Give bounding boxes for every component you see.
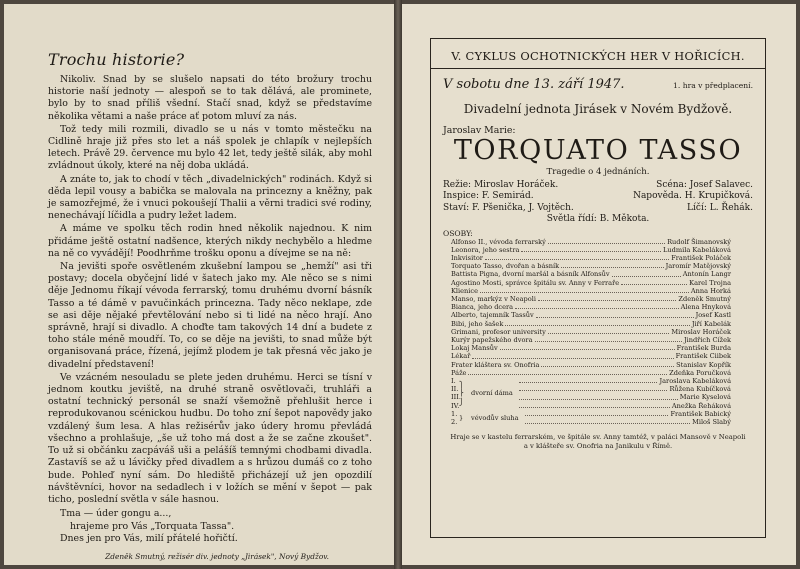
cast-actor: Marie Kyselová	[679, 393, 731, 402]
cast-actor: Alena Hnyková	[680, 303, 731, 312]
history-paragraph: Ve vzácném nesouladu se plete jeden druhému. Herci se tísní v jednom koutku jeviště, na druhé straně osvětlovači, truhláři a ostatní technický personál se snaží všemožně přehlušit herce i reprodukovanou scénickou hudbu. Do toho zní šepot napovědy jako vzdálený šum lesa. A hlas režisérův jako údery hromu převládá všechno a prohlašuje, „še už toho má dost a že se začne zkoušet". To už si občánku zacpáváš uši a pelášíš temnými chodbami divadla. Zastavíš se až u lávičky před divadlem a s hrůzou dumáš co z toho bude. Pohleď nyní sám. Do hlediště přicházejí už jen opozdilí návštěvníci, hovor na sedadlech i v ložích se mění v šepot — pak ticho, poslední světla v sále hasnou.	[48, 371, 372, 505]
closing-line: Dnes jen pro Vás, milí přátelé hořičtí.	[60, 532, 238, 544]
history-paragraph: A znáte to, jak to chodí v těch „divadelnických" rodinách. Když si děda lepil vousy a babička se malovala na princezny a kněžny, pak je samozřejmé, že i vnuci pokoušejí Thalii a věrni tradici své rodiny, nenechávají líčidla a pudry ležet ladem.	[48, 173, 372, 222]
cast-role: Alberto, tajemník Tassův	[451, 311, 534, 320]
leader-dots	[536, 317, 694, 318]
setting-line: a v klášteře sv. Onofria na Janikulu v Římě.	[523, 441, 673, 450]
right-page	[402, 4, 796, 565]
play-title: TORQUATO TASSO	[453, 135, 743, 166]
setting-note	[443, 433, 753, 450]
history-paragraph: Nikoliv. Snad by se slušelo napsati do této brožury trochu historie naší jednoty — alespoň se to tak dělává, ale prominete, bylo by to snad příliš všední. Stačí snad, když se představíme několika větami a naše práce ať potom mluví za nás.	[48, 74, 372, 122]
cast-actor: Ludmila Kabeláková	[663, 245, 731, 254]
group-actor-row	[523, 418, 753, 426]
date-row	[443, 77, 753, 92]
crew-lights: Světla řídí: B. Měkota.	[546, 214, 650, 225]
leader-dots	[548, 333, 670, 334]
closing-line: hrajeme pro Vás „Torquata Tassa".	[70, 520, 235, 532]
cast-role: Agostino Mosti, správce špitálu sv. Anny v Ferraře	[451, 278, 620, 287]
cast-role: Bibi, jeho šašek	[451, 319, 504, 328]
leader-dots	[535, 341, 682, 342]
cast-actor: Miloš Slabý	[692, 418, 731, 427]
crew-inspice: Inspice: F. Semirád.	[443, 191, 534, 202]
theatre-company: Divadelní jednota Jirásek v Novém Bydžově.	[463, 102, 733, 116]
cast-role: Kurýr papežského dvora	[451, 336, 533, 345]
group-numbers	[443, 377, 459, 410]
group-label: dvorní dáma	[471, 389, 513, 398]
cast-actor: Stanislav Kopřík	[676, 360, 731, 369]
cast-row	[443, 369, 753, 377]
leader-dots	[515, 308, 679, 309]
subscription-note: 1. hra v předplacení.	[673, 81, 753, 90]
cast-actor: František Poláček	[671, 254, 731, 263]
cast-row	[443, 238, 753, 246]
leader-dots	[519, 377, 658, 383]
cast-actor: Jaroslava Kabeláková	[659, 377, 731, 386]
cast-role: Lékař	[451, 352, 471, 361]
leader-dots	[519, 402, 670, 408]
crew-stage-builders: Staví: F. Pšenička, J. Vojtěch.	[443, 202, 574, 213]
group-label: vévodův sluha	[471, 414, 519, 423]
cast-row	[443, 287, 753, 295]
leader-dots	[538, 300, 676, 301]
group-numbers	[443, 410, 459, 426]
history-paragraph: Na jevišti spoře osvětleném zkušební lampou se „hemží" asi tři postavy; docela obyčejní lidé v šatech jako my. Ale něco se s nimi děje Jednomu říkají vévoda ferrarský, tomu druhému dvorní básník Tasso a té dámě v pavučinkách princezna. Tady něco neklape, zde se asi děje nějaké převtělování nebo si ti lidé na něco hrají. Ano správně, hrají si divadlo. A choďte tam takových 14 dní a budete z toho stále méně moudří. To, co se děje na jevišti, to snad může být organisovaná práce, řízená, jejímž plodem je tak přesná věc jako je divadelní představení!	[48, 261, 372, 370]
book-gutter	[394, 0, 402, 569]
cast-actor: Josef Kastl	[695, 311, 731, 320]
brace-icon: }	[459, 413, 464, 422]
leader-dots	[541, 366, 674, 367]
cast-actor: Miroslav Horáček	[671, 327, 731, 336]
cast-role: Bianca, jeho dcera	[451, 303, 514, 312]
group-actor-row	[523, 410, 753, 418]
cast-row	[443, 311, 753, 319]
leader-dots	[525, 410, 669, 416]
cast-role: Grimani, profesor university	[451, 327, 546, 336]
crew-prompter: Napověda. H. Krupičková.	[633, 191, 753, 202]
cast-row	[443, 246, 753, 254]
leader-dots	[519, 385, 668, 391]
closing-line: Tma — úder gongu a...,	[60, 508, 172, 520]
cast-list	[443, 238, 753, 377]
cast-actor: Rudolf Šimanovský	[667, 237, 731, 246]
group-actors	[523, 410, 753, 426]
group-number: 1.	[451, 409, 458, 418]
history-title: Trochu historie?	[48, 50, 185, 69]
cast-actor: František Ciibek	[675, 352, 731, 361]
cast-role: Alfonso II., vévoda ferrarský	[451, 237, 546, 246]
program-frame	[430, 38, 766, 538]
group-actor-row	[517, 393, 753, 401]
performance-date: V sobotu dne 13. září 1947.	[443, 77, 625, 92]
leader-dots	[485, 259, 669, 260]
cast-group-ladies	[443, 377, 753, 410]
cast-role: Manso, markýz v Neapoli	[451, 295, 536, 304]
group-number: IV.	[451, 401, 460, 410]
group-number: 2.	[451, 418, 458, 427]
group-actor-row	[517, 385, 753, 393]
crew-makeup: Líčí: L. Řehák.	[687, 202, 753, 213]
cast-actor: Růžena Kubíčková	[669, 385, 731, 394]
leader-dots	[480, 292, 689, 293]
leader-dots	[505, 325, 690, 326]
cast-actor: Karel Trojna	[689, 278, 731, 287]
cast-actor: Jaromír Matějovský	[665, 262, 731, 271]
history-body	[48, 74, 372, 506]
cast-row	[443, 270, 753, 278]
left-page	[4, 4, 394, 565]
cast-row	[443, 295, 753, 303]
cast-row	[443, 328, 753, 336]
cast-role: Klienice	[451, 286, 478, 295]
crew-row	[443, 180, 753, 191]
cast-actor: František Babický	[670, 409, 731, 418]
group-actors	[517, 377, 753, 410]
cast-role: Torquato Tasso, dvořan a básník	[451, 262, 560, 271]
crew-director: Režie: Miroslav Horáček.	[443, 180, 559, 190]
cast-actor: Antonín Langr	[682, 270, 731, 279]
cast-group-servants	[443, 410, 753, 426]
cast-role: Páže	[451, 368, 467, 377]
group-number: III.	[451, 393, 461, 402]
brace-icon: ⎫ ⎬ ⎭	[459, 381, 464, 406]
group-number: II.	[451, 385, 459, 394]
cast-row	[443, 320, 753, 328]
leader-dots	[561, 267, 663, 268]
crew-list	[443, 180, 753, 226]
cast-actor: Jiří Kabelák	[691, 319, 731, 328]
group-number: I.	[451, 377, 456, 386]
history-closing	[48, 508, 372, 545]
cast-actor: František Burda	[676, 344, 731, 353]
setting-line: Hraje se v kastelu ferrarském, ve špitále sv. Anny tamtéž, v paláci Mansově v Neapoli	[450, 433, 746, 442]
cast-role: Battista Pigna, dvorní maršál a básník Alfonsův	[451, 270, 610, 279]
cast-actor: Jindřich Cížek	[683, 336, 731, 345]
cast-actor: Anežka Řeháková	[671, 401, 731, 410]
crew-scenery: Scéna: Josef Salavec.	[656, 180, 753, 190]
leader-dots	[519, 393, 678, 399]
cast-row	[443, 352, 753, 360]
cast-heading: OSOBY:	[443, 228, 473, 238]
cast-row	[443, 361, 753, 369]
crew-row	[443, 203, 753, 214]
director-signature: Zdeněk Smutný, režisér div. jednoty „Jirásek", Nový Bydžov.	[105, 552, 329, 562]
history-paragraph: A máme ve spolku těch rodin hned několik najednou. K nim přidáme ještě ostatní nadšence, kterých nikdy nechybělo a hledme na ně co vyvádějí! Poodhrňme trošku oponu a dívejme se na ně:	[48, 223, 372, 259]
cast-actor: Zdeněk Smutný	[678, 295, 731, 304]
leader-dots	[525, 418, 691, 424]
cast-role: Leonora, jeho sestra	[451, 245, 520, 254]
cast-role: Frater klášterа sv. Onofria	[451, 360, 540, 369]
play-author: Jaroslav Marie:	[443, 125, 516, 136]
play-genre: Tragedie o 4 jednáních.	[546, 167, 650, 177]
leader-dots	[548, 243, 665, 244]
cast-row	[443, 254, 753, 262]
leader-dots	[500, 349, 675, 350]
crew-row	[443, 191, 753, 202]
leader-dots	[621, 284, 687, 285]
leader-dots	[472, 358, 673, 359]
leader-dots	[521, 251, 661, 252]
history-paragraph: Tož tedy mili rozmili, divadlo se u nás v tomto městečku na Cidlině hraje již přes sto let a náš spolek je chlapík v nejlepších letech. Právě 29. července mu bylo 42 let, tedy ještě silák, aby mohl zvládnout úkoly, které na něj doba ukládá.	[48, 123, 372, 172]
group-actor-row	[517, 402, 753, 410]
leader-dots	[468, 374, 667, 375]
cast-role: Lokaj Mansův	[451, 344, 498, 353]
cast-actor: Anna Horká	[690, 286, 731, 295]
cast-actor: Zdeňka Poručková	[669, 368, 731, 377]
cast-row	[443, 279, 753, 287]
cycle-header: V. CYKLUS OCHOTNICKÝCH HER V HOŘICÍCH.	[431, 49, 765, 69]
leader-dots	[612, 276, 681, 277]
cast-role: Inkvisitor	[451, 254, 483, 263]
